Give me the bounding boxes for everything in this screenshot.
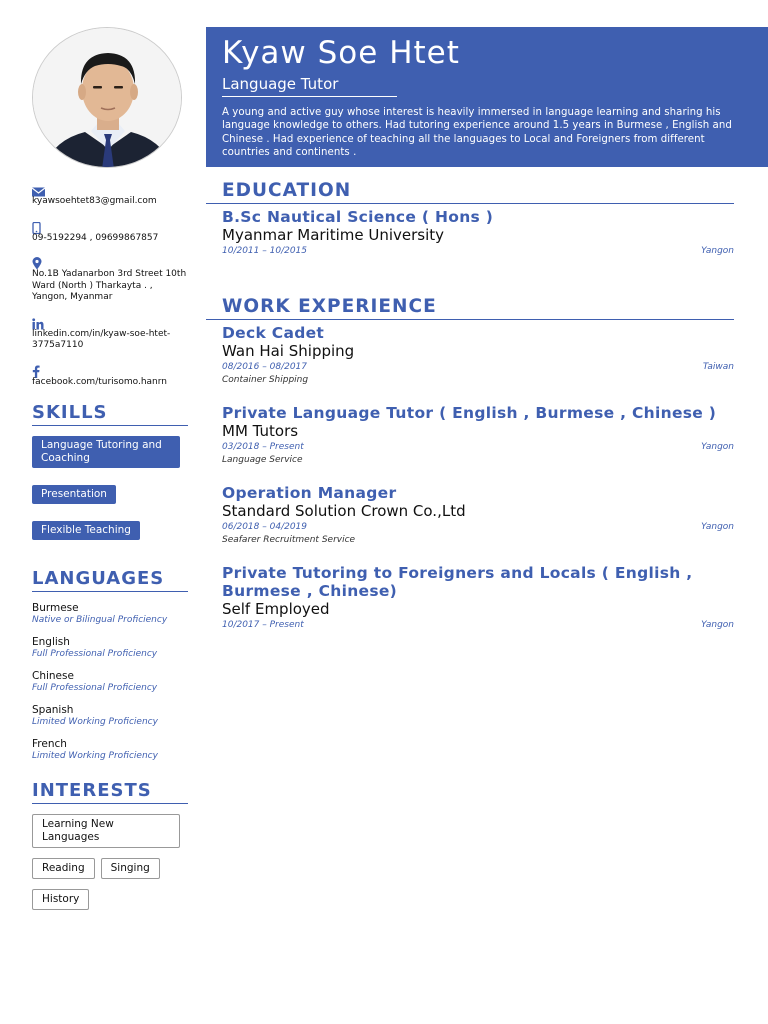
work-entry [222, 484, 734, 547]
contact-facebook[interactable] [32, 363, 188, 389]
language-name: Burmese [32, 602, 79, 614]
languages-list [32, 602, 188, 762]
entry-description: Language Service [222, 455, 303, 465]
work-entry [222, 404, 734, 467]
work-entry [222, 324, 734, 387]
interest-tag: Singing [101, 858, 160, 879]
skill-tag: Language Tutoring and Coaching [32, 436, 180, 468]
degree-title: B.Sc Nautical Science ( Hons ) [222, 208, 494, 226]
envelope-icon [32, 182, 188, 195]
interests-list [32, 814, 188, 918]
entry-date: 06/2018 – 04/2019 [222, 522, 307, 532]
profile-photo-image [33, 28, 182, 168]
phone-icon [32, 219, 188, 232]
interest-tag: History [32, 889, 89, 910]
profile-summary: A young and active guy whose interest is heavily immersed in language learning and sharing his language knowledge to others. Had tutoring experience around 1.5 years in Burmese , English and Chinese . Had experience of teaching all the languages to Local and Foreigners from different countries and continents . [222, 107, 732, 159]
right-column [222, 180, 734, 649]
entry-description: Container Shipping [222, 375, 309, 385]
language-item [32, 636, 188, 660]
language-name: French [32, 738, 67, 750]
company-name: Wan Hai Shipping [222, 342, 355, 360]
skill-tag: Presentation [32, 485, 116, 504]
education-entry [222, 208, 734, 258]
entry-date: 10/2017 – Present [222, 620, 304, 630]
contact-email-text: kyawsoehtet83@gmail.com [32, 196, 157, 206]
header-banner [206, 27, 768, 167]
languages-heading: LANGUAGES [32, 568, 188, 592]
job-title: Private Language Tutor ( English , Burmese , Chinese ) [222, 404, 717, 422]
entry-date: 03/2018 – Present [222, 442, 304, 452]
entry-location: Yangon [701, 620, 734, 630]
candidate-role: Language Tutor [222, 74, 397, 97]
entry-description: Seafarer Recruitment Service [222, 535, 356, 545]
profile-photo [32, 27, 182, 168]
contact-linkedin[interactable] [32, 315, 188, 352]
contact-address-text: No.1B Yadanarbon 3rd Street 10th Ward (North ) Tharkayta . , Yangon, Myanmar [32, 269, 187, 302]
company-name: MM Tutors [222, 422, 299, 440]
interest-tag: Learning New Languages [32, 814, 180, 848]
skills-list [32, 436, 188, 554]
language-item [32, 670, 188, 694]
location-pin-icon [32, 255, 188, 268]
language-name: English [32, 636, 70, 648]
job-title: Deck Cadet [222, 324, 325, 342]
language-level: Full Professional Proficiency [32, 683, 158, 693]
entry-date: 08/2016 – 08/2017 [222, 362, 307, 372]
company-name: Self Employed [222, 600, 330, 618]
education-heading: EDUCATION [206, 180, 734, 204]
language-level: Limited Working Proficiency [32, 717, 158, 727]
facebook-icon [32, 363, 188, 376]
language-item [32, 704, 188, 728]
candidate-name: Kyaw Soe Htet [222, 35, 460, 71]
interest-tag: Reading [32, 858, 95, 879]
contact-facebook-text: facebook.com/turisomo.hanrn [32, 376, 167, 387]
linkedin-icon [32, 315, 188, 328]
contact-phone[interactable] [32, 219, 188, 245]
company-name: Standard Solution Crown Co.,Ltd [222, 502, 466, 520]
language-name: Chinese [32, 670, 74, 682]
contact-email[interactable] [32, 182, 188, 208]
contact-linkedin-text: linkedin.com/in/kyaw-soe-htet-3775a7110 [32, 328, 171, 350]
contact-address [32, 255, 188, 304]
institution-name: Myanmar Maritime University [222, 226, 445, 244]
entry-location: Yangon [701, 442, 734, 452]
language-level: Limited Working Proficiency [32, 751, 158, 761]
left-column [32, 182, 188, 918]
language-level: Native or Bilingual Proficiency [32, 615, 168, 625]
entry-location: Yangon [701, 522, 734, 532]
entry-location: Yangon [701, 246, 734, 256]
work-entry [222, 564, 734, 632]
contact-phone-text: 09-5192294 , 09699867857 [32, 232, 159, 243]
language-level: Full Professional Proficiency [32, 649, 158, 659]
work-heading: WORK EXPERIENCE [206, 296, 734, 320]
skills-heading: SKILLS [32, 402, 188, 426]
language-name: Spanish [32, 704, 74, 716]
job-title: Private Tutoring to Foreigners and Locals ( English , Burmese , Chinese) [222, 564, 693, 600]
job-title: Operation Manager [222, 484, 397, 502]
skill-tag: Flexible Teaching [32, 521, 140, 540]
language-item [32, 602, 188, 626]
entry-date: 10/2011 – 10/2015 [222, 246, 307, 256]
language-item [32, 738, 188, 762]
interests-heading: INTERESTS [32, 780, 188, 804]
entry-location: Taiwan [702, 362, 734, 372]
